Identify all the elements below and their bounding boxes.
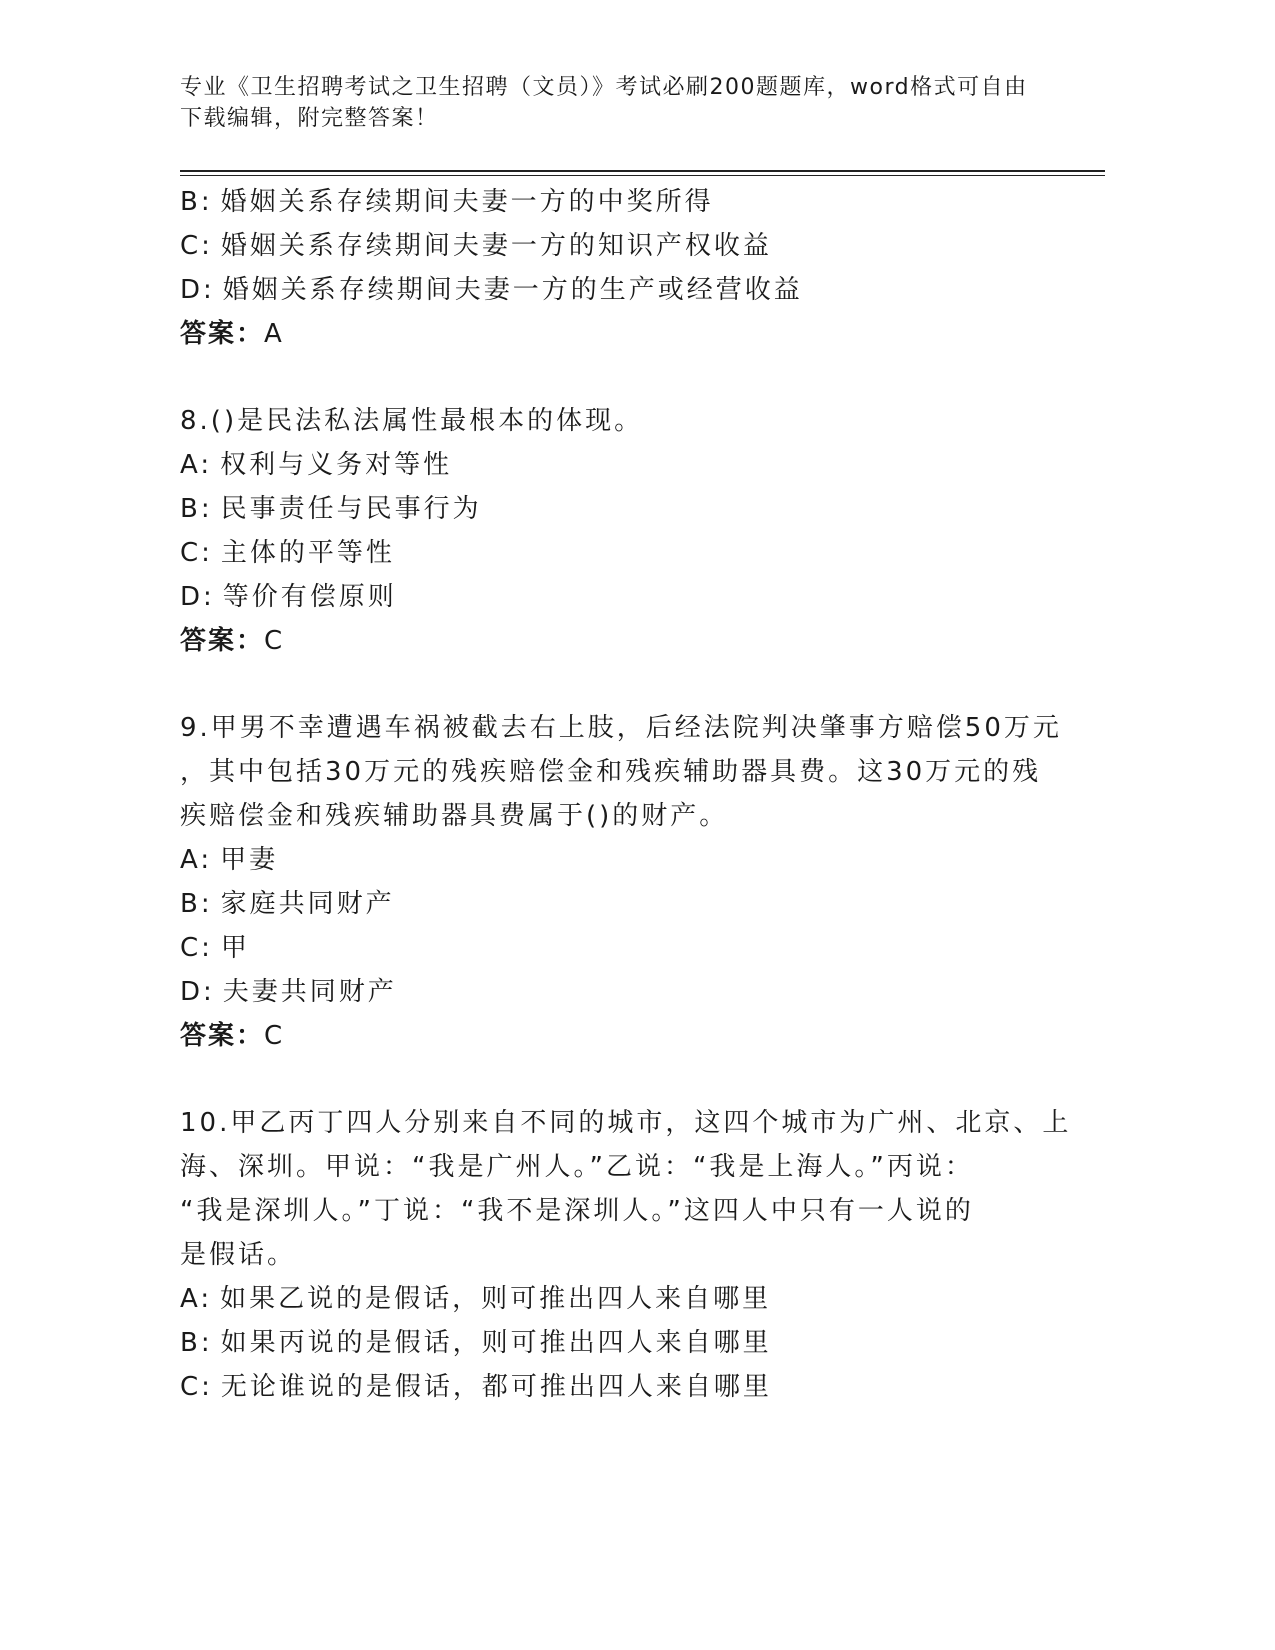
q9-answer <box>180 1014 1040 1058</box>
answer-value: A <box>264 319 284 349</box>
option-text: 家庭共同财产 <box>220 889 395 919</box>
q10-stem-line: 是假话。 <box>180 1240 297 1270</box>
option-key: D: <box>180 582 215 612</box>
q7-answer <box>180 312 1040 356</box>
header-rule-thick <box>180 170 1105 172</box>
q8-option-d <box>180 575 1040 619</box>
q10-stem-line: 海、深圳。甲说：“我是广州人。”乙说：“我是上海人。”丙说： <box>180 1152 974 1182</box>
option-key: A: <box>180 1284 213 1314</box>
option-text: 如果乙说的是假话，则可推出四人来自哪里 <box>220 1284 772 1314</box>
question-9-block <box>180 706 1062 1058</box>
option-key: C: <box>180 538 213 568</box>
question-content <box>180 180 1072 1409</box>
option-key: C: <box>180 231 213 261</box>
page-header: 专业《卫生招聘考试之卫生招聘（文员）》考试必刷200题题库，word格式可自由下载编辑，附完整答案！ <box>180 75 1028 131</box>
answer-label: 答案： <box>180 626 265 656</box>
option-text: 婚姻关系存续期间夫妻一方的生产或经营收益 <box>222 275 803 305</box>
q8-stem: 8.()是民法私法属性最根本的体现。 <box>180 406 644 436</box>
option-key: B: <box>180 889 213 919</box>
q9-option-d <box>180 970 1040 1014</box>
q9-stem-line: 疾赔偿金和残疾辅助器具费属于()的财产。 <box>180 801 729 831</box>
q9-stem-line: 9.甲男不幸遭遇车祸被截去右上肢，后经法院判决肇事方赔偿50万元 <box>180 713 1062 743</box>
option-key: C: <box>180 1372 213 1402</box>
header-rule-thin <box>180 175 1105 176</box>
answer-value: C <box>264 1021 285 1051</box>
q9-option-c <box>180 926 1040 970</box>
q9-option-b <box>180 882 1040 926</box>
option-text: 等价有偿原则 <box>222 582 397 612</box>
q7-option-d <box>180 268 1040 312</box>
answer-label: 答案： <box>180 1021 265 1051</box>
option-key: A: <box>180 845 213 875</box>
q8-answer <box>180 619 1040 663</box>
option-text: 主体的平等性 <box>220 538 395 568</box>
option-key: D: <box>180 275 215 305</box>
q10-stem-line: “我是深圳人。”丁说：“我不是深圳人。”这四人中只有一人说的 <box>180 1196 974 1226</box>
option-key: A: <box>180 450 213 480</box>
q10-option-c <box>180 1365 1040 1409</box>
option-text: 权利与义务对等性 <box>220 450 453 480</box>
option-key: D: <box>180 977 215 1007</box>
option-text: 如果丙说的是假话，则可推出四人来自哪里 <box>220 1328 772 1358</box>
option-text: 无论谁说的是假话，都可推出四人来自哪里 <box>220 1372 772 1402</box>
option-key: C: <box>180 933 213 963</box>
option-text: 夫妻共同财产 <box>222 977 397 1007</box>
q8-option-c <box>180 531 1040 575</box>
answer-label: 答案： <box>180 319 265 349</box>
option-text: 甲 <box>220 933 250 963</box>
question-10-block <box>180 1101 1072 1409</box>
option-text: 婚姻关系存续期间夫妻一方的中奖所得 <box>220 187 714 217</box>
q9-stem-line: ，其中包括30万元的残疾赔偿金和残疾辅助器具费。这30万元的残 <box>180 757 1042 787</box>
option-text: 甲妻 <box>220 845 279 875</box>
q8-option-a <box>180 443 1040 487</box>
option-text: 民事责任与民事行为 <box>220 494 482 524</box>
option-text: 婚姻关系存续期间夫妻一方的知识产权收益 <box>220 231 772 261</box>
q10-stem-line: 10.甲乙丙丁四人分别来自不同的城市，这四个城市为广州、北京、上 <box>180 1108 1072 1138</box>
q10-option-b <box>180 1321 1040 1365</box>
q7-option-c <box>180 224 1040 268</box>
q10-option-a <box>180 1277 1040 1321</box>
option-key: B: <box>180 1328 213 1358</box>
option-key: B: <box>180 494 213 524</box>
option-key: B: <box>180 187 213 217</box>
q7-option-b <box>180 180 1040 224</box>
question-8-block <box>180 399 1040 663</box>
question-7-block <box>180 180 1040 356</box>
q8-option-b <box>180 487 1040 531</box>
q9-option-a <box>180 838 1040 882</box>
answer-value: C <box>264 626 285 656</box>
